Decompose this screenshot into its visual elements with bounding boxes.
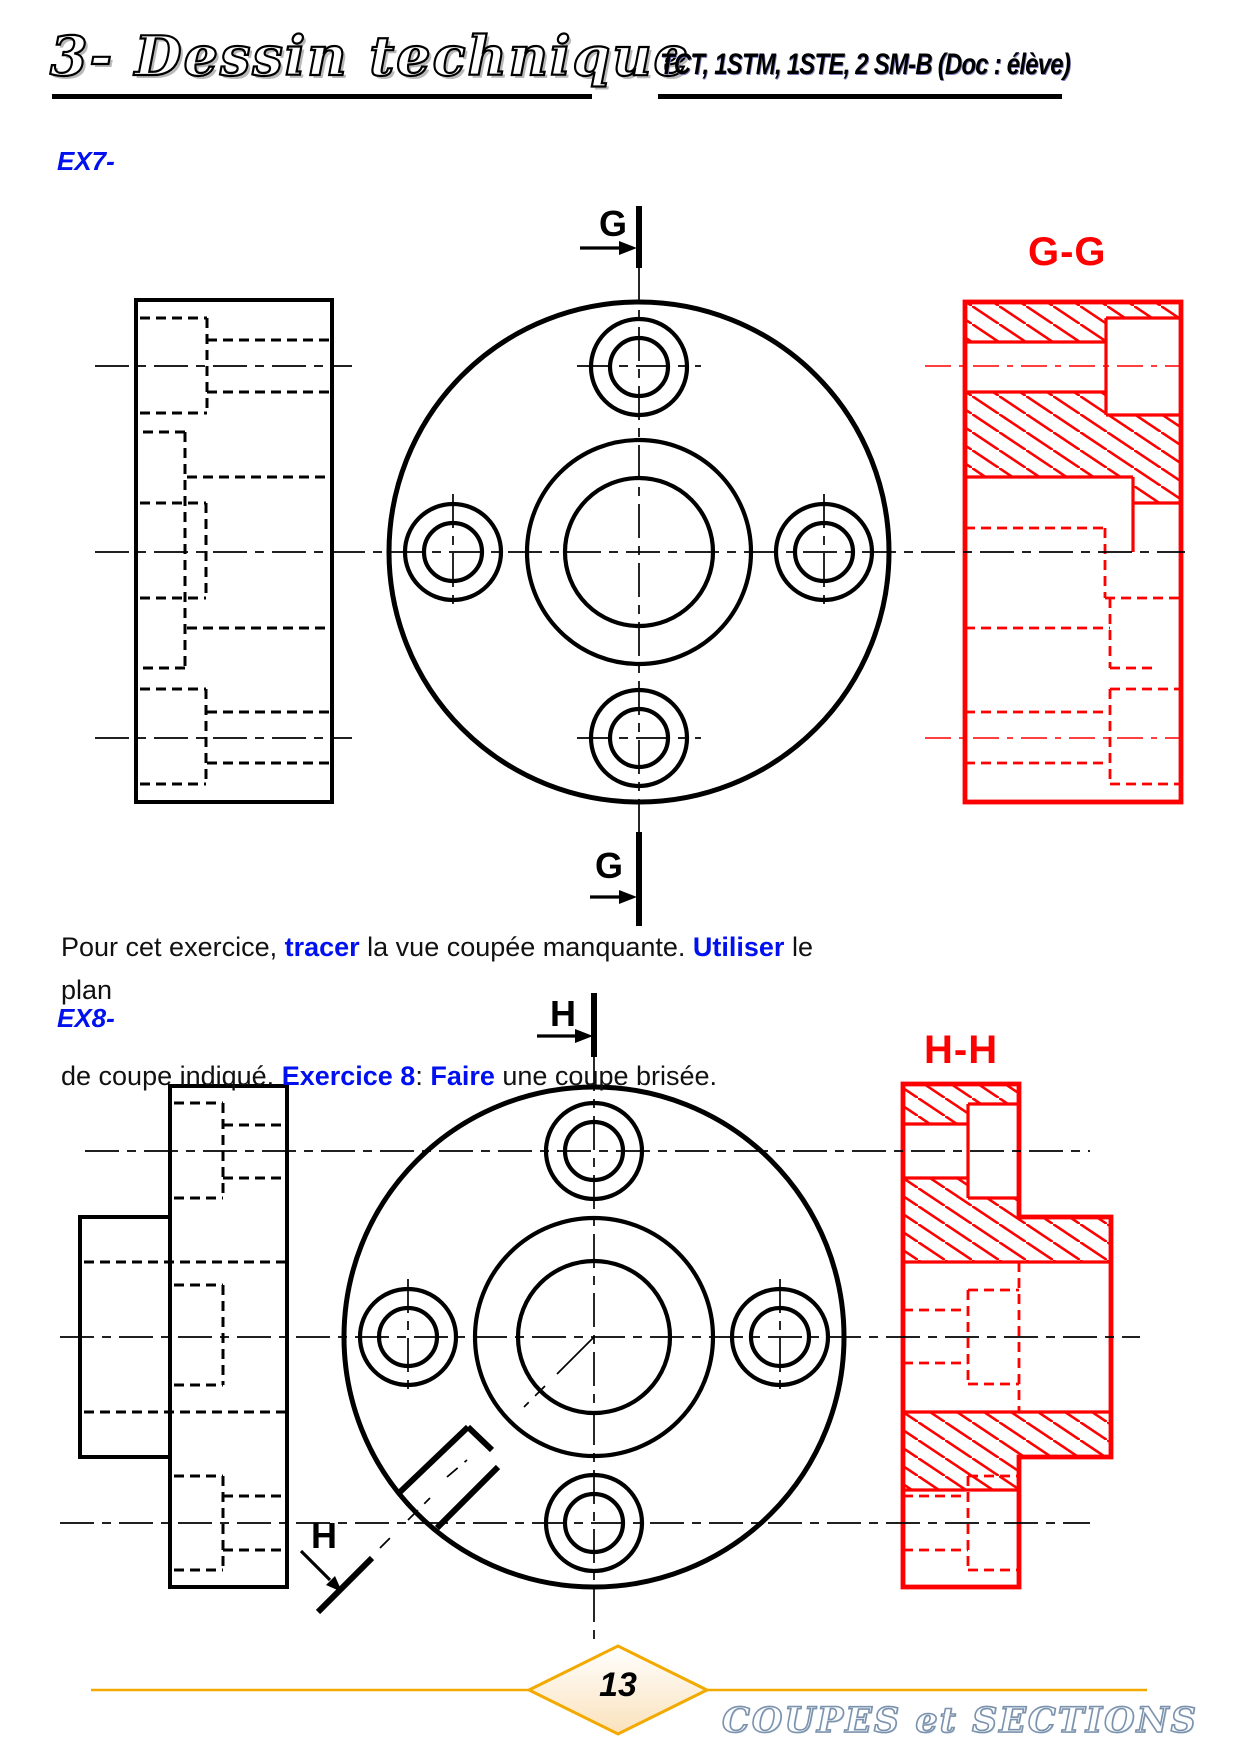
course-underline xyxy=(658,94,1062,99)
instr-keyword-exercice8: Exercice 8 xyxy=(281,1061,416,1091)
ex7-front-view xyxy=(389,268,889,832)
page-title: 3- Dessin technique xyxy=(50,24,690,88)
ex7-cut-letter-bottom: G xyxy=(595,845,624,886)
instr-text: le plan xyxy=(61,932,821,1005)
course-codes: TCT, 1STM, 1STE, 2 SM-B (Doc : élève) xyxy=(660,48,1071,81)
instructions-paragraph xyxy=(61,926,861,1098)
title-underline xyxy=(52,94,592,99)
instr-keyword-faire: Faire xyxy=(430,1061,495,1091)
ex7-cutting-plane-g xyxy=(580,203,639,926)
ex7-label: EX7- xyxy=(57,146,115,176)
ex8-cut-letter-bottom: H xyxy=(311,1515,337,1556)
ex8-label: EX8- xyxy=(57,1003,115,1033)
ex7-section-label: G-G xyxy=(1028,230,1107,274)
instr-text: une coupe brisée. xyxy=(494,1061,718,1091)
ex7-cut-letter-top: G xyxy=(599,203,628,244)
ex7-side-view xyxy=(95,300,352,802)
ex8-cut-letter-top: H xyxy=(550,993,576,1034)
instr-text: de coupe indiqué. xyxy=(61,1061,282,1091)
ex8-section-hh xyxy=(903,1084,1111,1587)
ex8-section-label: H-H xyxy=(924,1028,999,1072)
instr-keyword-tracer: tracer xyxy=(284,932,360,962)
ex8-front-view xyxy=(344,1057,844,1645)
instr-text: Pour cet exercice, xyxy=(61,932,285,962)
instr-keyword-utiliser: Utiliser xyxy=(692,932,785,962)
instr-text: la vue coupée manquante. xyxy=(359,932,693,962)
instr-text: : xyxy=(415,1061,431,1091)
footer-title: COUPES et SECTIONS xyxy=(722,1700,1198,1741)
page-number: 13 xyxy=(599,1666,637,1704)
